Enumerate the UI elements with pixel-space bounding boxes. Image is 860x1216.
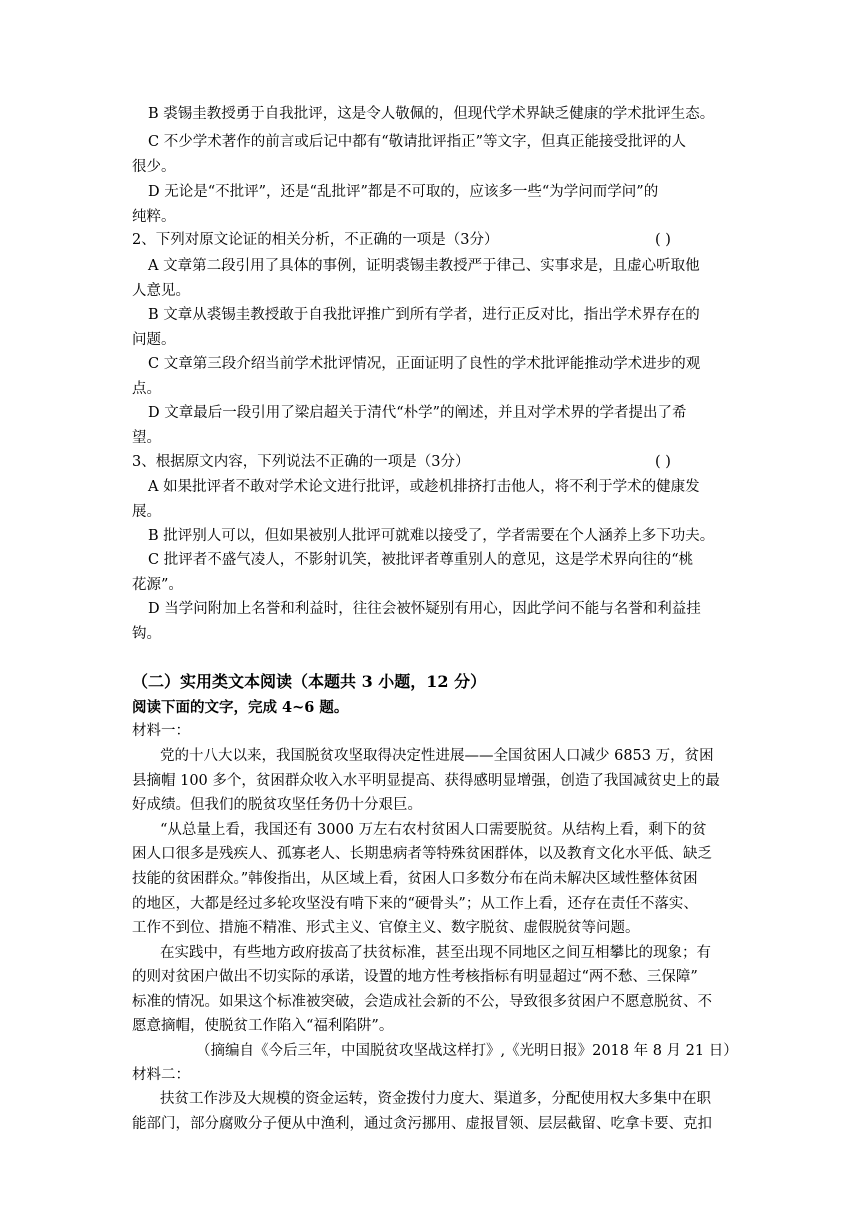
q1-option-d-line1: D 无论是“不批评”，还是“乱批评”都是不可取的，应该多一些“为学问而学问”的 bbox=[148, 184, 659, 200]
material-one-p3-line3: 标准的情况。如果这个标准被突破，会造成社会新的不公，导致很多贫困户不愿意脱贫、不 bbox=[132, 994, 712, 1010]
material-one-p1-line1: 党的十八大以来，我国脱贫攻坚取得决定性进展——全国贫困人口减少 6853 万，贫困 bbox=[160, 748, 714, 764]
q3-option-a-line2: 展。 bbox=[132, 504, 161, 520]
q2-option-a-line2: 人意见。 bbox=[132, 283, 190, 299]
q2-option-b-line2: 问题。 bbox=[132, 332, 176, 348]
material-one-p3-line2: 的则对贫困户做出不切实际的承诺，设置的地方性考核指标有明显超过“两不愁、三保障” bbox=[132, 969, 698, 985]
q3-option-c-line2: 花源”。 bbox=[132, 577, 183, 593]
material-two-p1-line1: 扶贫工作涉及大规模的资金运转，资金拨付力度大、渠道多，分配使用权大多集中在职 bbox=[160, 1091, 711, 1107]
material-one-label: 材料一： bbox=[132, 723, 190, 739]
q3-option-a-line1: A 如果批评者不敢对学术论文进行批评，或趁机排挤打击他人，将不利于学术的健康发 bbox=[148, 479, 700, 495]
material-one-p3-line4: 愿意摘帽，使脱贫工作陷入“福利陷阱”。 bbox=[132, 1018, 394, 1034]
q2-option-b-line1: B 文章从裘锡圭教授敢于自我批评推广到所有学者，进行正反对比，指出学术界存在的 bbox=[148, 307, 700, 323]
section-two-heading: （二）实用类文本阅读（本题共 3 小题，12 分） bbox=[132, 672, 487, 691]
material-one-source: （摘编自《今后三年，中国脱贫攻坚战这样打》,《光明日报》2018 年 8 月 21 日） bbox=[196, 1043, 738, 1059]
material-one-p2-line4: 的地区，大都是经过多轮攻坚没有啃下来的“硬骨头”；从工作上看，还存在责任不落实、 bbox=[132, 896, 698, 912]
q1-option-b: B 裘锡圭教授勇于自我批评，这是令人敬佩的，但现代学术界缺乏健康的学术批评生态。 bbox=[148, 106, 715, 122]
q2-option-c-line2: 点。 bbox=[132, 381, 161, 397]
q3-answer-paren: ( ) bbox=[655, 454, 671, 470]
material-one-p2-line5: 工作不到位、措施不精准、形式主义、官僚主义、数字脱贫、虚假脱贫等问题。 bbox=[132, 920, 640, 936]
q3-stem: 3、根据原文内容，下列说法不正确的一项是（3分） bbox=[132, 454, 470, 470]
q1-option-d-line2: 纯粹。 bbox=[132, 209, 176, 225]
q3-option-c-line1: C 批评者不盛气凌人，不影射讥笑，被批评者尊重别人的意见，这是学术界向往的“桃 bbox=[148, 552, 694, 568]
q1-option-c-line2: 很少。 bbox=[132, 159, 176, 175]
material-one-p2-line1: “从总量上看，我国还有 3000 万左右农村贫困人口需要脱贫。从结构上看，剩下的贫 bbox=[160, 822, 707, 838]
q3-option-d-line1: D 当学问附加上名誉和利益时，往往会被怀疑别有用心，因此学问不能与名誉和利益挂 bbox=[148, 601, 701, 617]
q2-option-d-line2: 望。 bbox=[132, 430, 161, 446]
material-one-p1-line2: 县摘帽 100 多个，贫困群众收入水平明显提高、获得感明显增强，创造了我国减贫史上的最 bbox=[132, 773, 720, 789]
material-one-p2-line3: 技能的贫困群众。”韩俊指出，从区域上看，贫困人口多数分布在尚未解决区域性整体贫困 bbox=[132, 871, 698, 887]
q2-option-c-line1: C 文章第三段介绍当前学术批评情况，正面证明了良性的学术批评能推动学术进步的观 bbox=[148, 356, 701, 372]
q3-option-d-line2: 钩。 bbox=[132, 626, 161, 642]
q2-option-d-line1: D 文章最后一段引用了梁启超关于清代“朴学”的阐述，并且对学术界的学者提出了希 bbox=[148, 405, 687, 421]
q2-stem: 2、下列对原文论证的相关分析，不正确的一项是（3分） bbox=[132, 232, 499, 248]
material-one-p2-line2: 困人口很多是残疾人、孤寡老人、长期患病者等特殊贫困群体，以及教育文化水平低、缺乏 bbox=[132, 846, 712, 862]
q2-answer-paren: ( ) bbox=[655, 232, 671, 248]
material-two-p1-line2: 能部门，部分腐败分子便从中渔利，通过贪污挪用、虚报冒领、层层截留、吃拿卡要、克扣 bbox=[132, 1116, 712, 1132]
q2-option-a-line1: A 文章第二段引用了具体的事例，证明裘锡圭教授严于律己、实事求是，且虚心听取他 bbox=[148, 258, 700, 274]
material-one-p3-line1: 在实践中，有些地方政府拔高了扶贫标准，甚至出现不同地区之间互相攀比的现象；有 bbox=[160, 945, 711, 961]
material-two-label: 材料二： bbox=[132, 1067, 190, 1083]
section-two-instruction: 阅读下面的文字，完成 4~6 题。 bbox=[132, 699, 349, 716]
material-one-p1-line3: 好成绩。但我们的脱贫攻坚任务仍十分艰巨。 bbox=[132, 797, 422, 813]
q3-option-b-line1: B 批评别人可以，但如果被别人批评可就难以接受了，学者需要在个人涵养上多下功夫。 bbox=[148, 528, 715, 544]
q1-option-c-line1: C 不少学术著作的前言或后记中都有“敬请批评指正”等文字，但真正能接受批评的人 bbox=[148, 134, 687, 150]
